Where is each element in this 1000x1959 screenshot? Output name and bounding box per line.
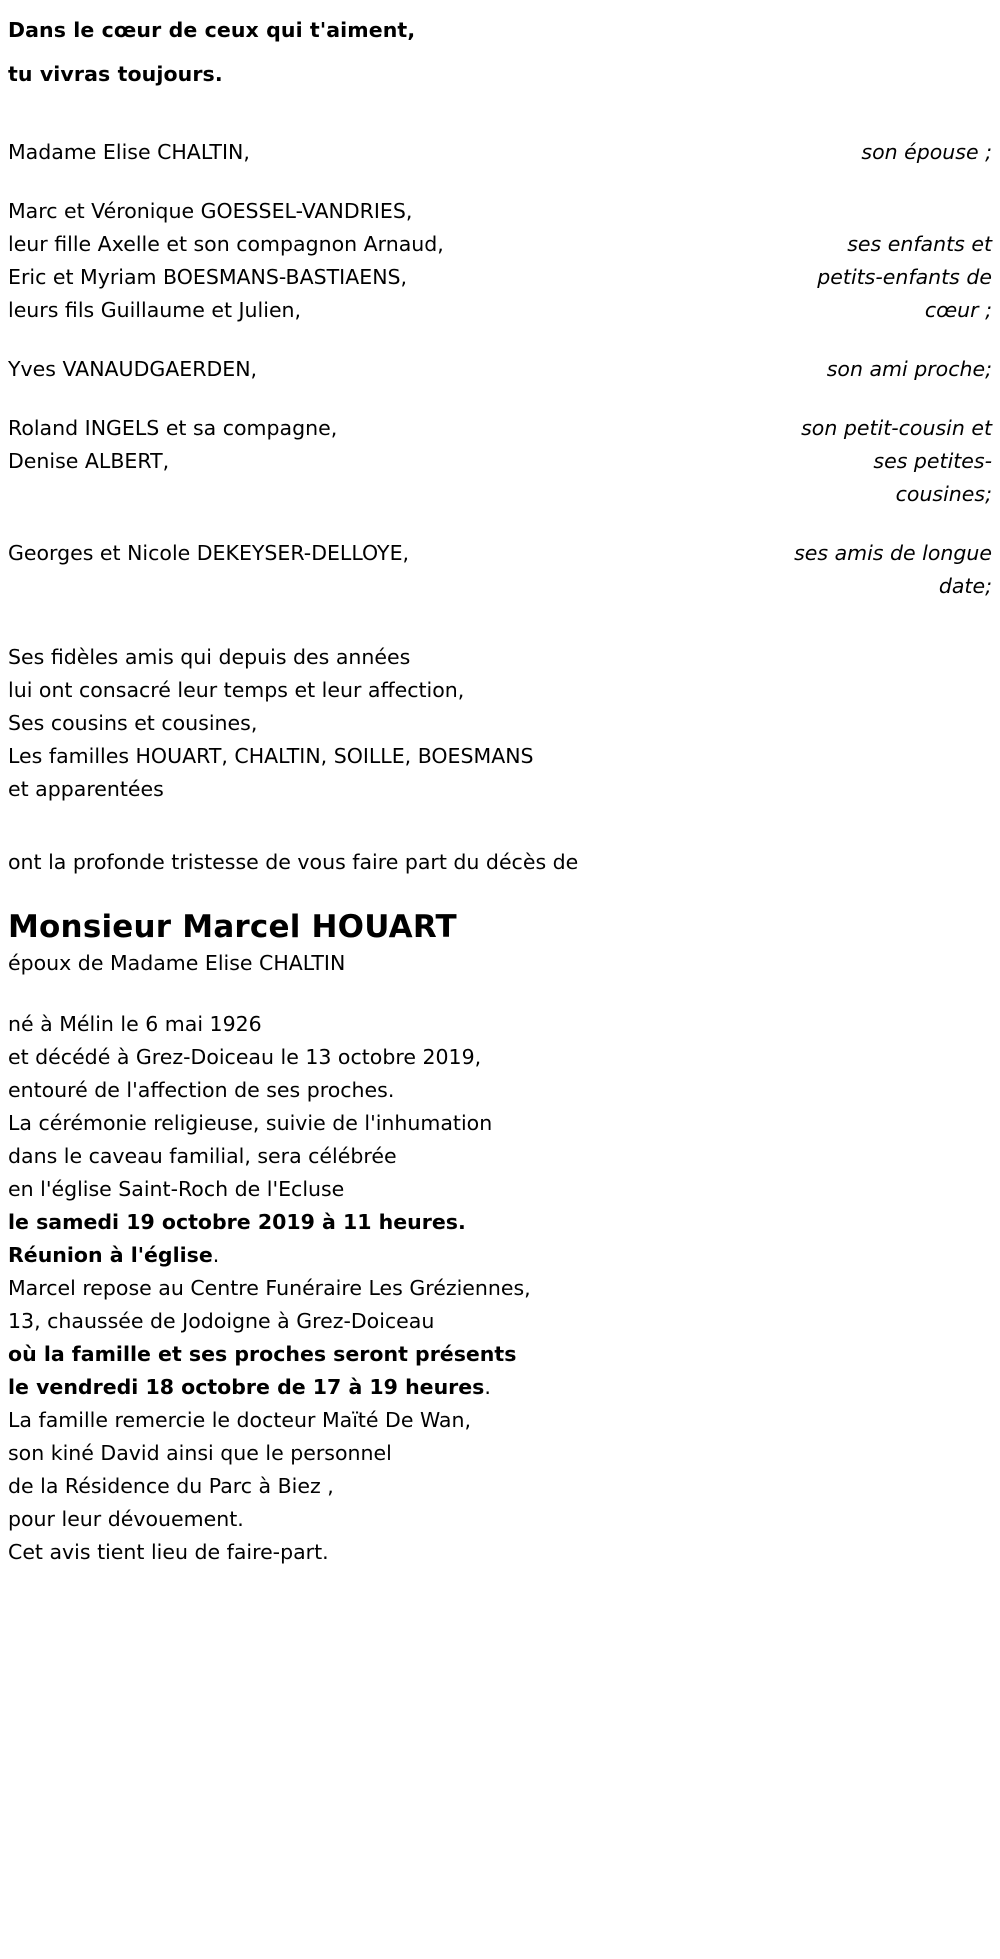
name-line: Georges et Nicole DEKEYSER-DELLOYE,	[8, 541, 410, 565]
name-line: Marc et Véronique GOESSEL-VANDRIES,	[8, 199, 413, 223]
name-line: Eric et Myriam BOESMANS-BASTIAENS,	[8, 265, 408, 289]
relation-line: cœur ;	[924, 298, 992, 322]
relation-names	[8, 412, 337, 478]
detail-line-visitation: où la famille et ses proches seront présents	[8, 1342, 517, 1366]
relation-line: date;	[938, 574, 992, 598]
detail-line: dans le caveau familial, sera célébrée	[8, 1144, 397, 1168]
detail-line: La famille remercie le docteur Maïté De Wan,	[8, 1408, 472, 1432]
relation-label	[827, 353, 992, 386]
name-line: leur fille Axelle et son compagnon Arnaud,	[8, 232, 444, 256]
friends-line: et apparentées	[8, 777, 164, 801]
deceased-spouse-line: époux de Madame Elise CHALTIN	[8, 951, 346, 975]
name-line: Yves VANAUDGAERDEN,	[8, 357, 258, 381]
relation-line: petits-enfants de	[817, 265, 992, 289]
spacer	[0, 980, 1000, 1008]
detail-line: en l'église Saint-Roch de l'Ecluse	[8, 1177, 345, 1201]
relation-entry	[0, 537, 1000, 603]
detail-line-gathering	[8, 1239, 1000, 1272]
detail-line-gathering-bold: Réunion à l'église	[8, 1243, 213, 1267]
detail-line-visitation-datetime	[8, 1371, 1000, 1404]
relation-entry	[0, 353, 1000, 386]
friends-line: Les familles HOUART, CHALTIN, SOILLE, BOESMANS	[8, 744, 534, 768]
relation-names	[8, 537, 409, 570]
detail-line: né à Mélin le 6 mai 1926	[8, 1012, 262, 1036]
relation-entry	[0, 195, 1000, 327]
spacer	[0, 623, 1000, 641]
friends-line: Ses cousins et cousines,	[8, 711, 258, 735]
deceased-name: Monsieur Marcel HOUART	[8, 909, 457, 945]
friends-line: Ses fidèles amis qui depuis des années	[8, 645, 411, 669]
detail-line: pour leur dévouement.	[8, 1507, 244, 1531]
detail-line-visitation-bold: le vendredi 18 octobre de 17 à 19 heures	[8, 1375, 485, 1399]
relation-entry	[0, 136, 1000, 169]
detail-line: La cérémonie religieuse, suivie de l'inhumation	[8, 1111, 493, 1135]
funeral-details	[0, 1008, 1000, 1569]
spacer	[0, 806, 1000, 846]
relation-line: son épouse ;	[861, 140, 992, 164]
relation-line: son ami proche;	[826, 357, 992, 381]
relation-line: cousines;	[895, 482, 992, 506]
relation-line: ses petites-	[873, 449, 992, 473]
friends-line: lui ont consacré leur temps et leur affection,	[8, 678, 465, 702]
relations-list	[0, 136, 1000, 603]
relation-line: son petit-cousin et	[801, 416, 992, 440]
relation-label	[817, 228, 992, 327]
detail-line: 13, chaussée de Jodoigne à Grez-Doiceau	[8, 1309, 435, 1333]
relation-names	[8, 195, 444, 327]
spacer	[0, 96, 1000, 136]
detail-line-visitation-suffix: .	[484, 1375, 491, 1399]
detail-line-gathering-suffix: .	[212, 1243, 220, 1267]
detail-line: de la Résidence du Parc à Biez ,	[8, 1474, 334, 1498]
name-line: Madame Elise CHALTIN,	[8, 140, 250, 164]
relation-entry	[0, 412, 1000, 511]
relation-names	[8, 353, 257, 386]
detail-line: et décédé à Grez-Doiceau le 13 octobre 2019,	[8, 1045, 482, 1069]
epigraph	[0, 0, 1000, 96]
relation-line: ses amis de longue	[794, 541, 992, 565]
epigraph-line-1: Dans le cœur de ceux qui t'aiment,	[8, 18, 416, 42]
relation-label	[794, 537, 992, 603]
relation-names	[8, 136, 250, 169]
relation-label	[801, 412, 992, 511]
epigraph-line-2: tu vivras toujours.	[8, 62, 223, 86]
announcement-intro: ont la profonde tristesse de vous faire part du décès de	[8, 850, 579, 874]
relation-line: ses enfants et	[847, 232, 992, 256]
detail-line: son kiné David ainsi que le personnel	[8, 1441, 392, 1465]
detail-line: Cet avis tient lieu de faire-part.	[8, 1540, 329, 1564]
name-line: Denise ALBERT,	[8, 449, 170, 473]
name-line: leurs fils Guillaume et Julien,	[8, 298, 302, 322]
spacer	[0, 879, 1000, 907]
detail-line-ceremony-datetime: le samedi 19 octobre 2019 à 11 heures.	[8, 1210, 466, 1234]
detail-line: Marcel repose au Centre Funéraire Les Gréziennes,	[8, 1276, 531, 1300]
friends-and-families-block	[0, 641, 1000, 806]
name-line: Roland INGELS et sa compagne,	[8, 416, 338, 440]
detail-line: entouré de l'affection de ses proches.	[8, 1078, 395, 1102]
relation-label	[861, 136, 992, 169]
